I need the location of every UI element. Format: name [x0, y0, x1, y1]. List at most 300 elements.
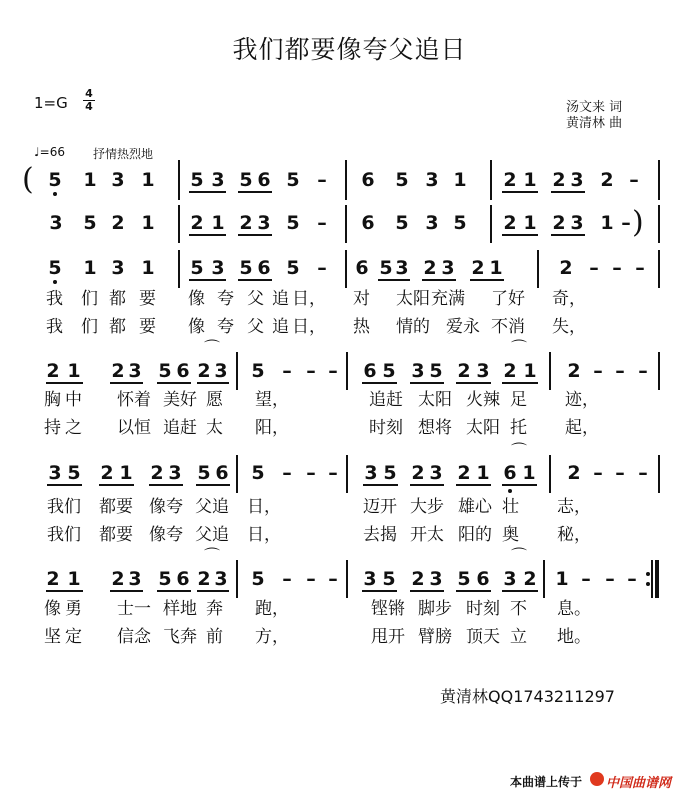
lyric-syllable: 失，: [552, 317, 586, 337]
tie-mark: ⌒: [511, 546, 528, 565]
lyric-syllable: 追赶: [369, 390, 403, 410]
note: 5: [453, 212, 467, 234]
note: 2: [471, 257, 485, 279]
lyric-syllable: 铿锵: [371, 599, 405, 619]
underline-beam: [238, 234, 272, 236]
note: 2: [411, 568, 425, 590]
note: 1: [523, 169, 537, 191]
lyric-syllable: 望，: [255, 390, 289, 410]
barline: [543, 560, 545, 598]
note: 5: [379, 257, 393, 279]
note: –: [593, 360, 603, 382]
underline-beam: [149, 484, 183, 486]
lyric-syllable: 追赶: [163, 418, 197, 438]
underline-beam: [46, 382, 83, 384]
note: –: [328, 568, 338, 590]
lyric-syllable: 雄心: [458, 497, 492, 517]
lyric-syllable: 热: [353, 317, 370, 337]
lyric-syllable: 起，: [565, 418, 599, 438]
underline-beam: [551, 191, 585, 193]
lyric-syllable: 像: [188, 289, 205, 309]
lyric-syllable: 都: [109, 289, 126, 309]
note: 2: [111, 360, 125, 382]
underline-beam: [238, 279, 272, 281]
lyric-syllable: 太阳: [396, 289, 430, 309]
lyric-syllable: 夸: [217, 289, 234, 309]
lyric-syllable: 像夸: [149, 497, 183, 517]
barline: [490, 160, 492, 200]
footer-signature: 黄清林QQ1743211297: [440, 687, 615, 706]
note: 2: [457, 462, 471, 484]
note: –: [282, 360, 292, 382]
note: 2: [567, 462, 581, 484]
lyric-syllable: 我: [46, 289, 63, 309]
note: 5: [251, 568, 265, 590]
key-signature: 1=G: [34, 94, 68, 112]
note: 3: [111, 257, 125, 279]
barline: [178, 205, 180, 243]
lyric-syllable: 信念: [117, 627, 151, 647]
note: 1: [600, 212, 614, 234]
note: –: [317, 257, 327, 279]
underline-beam: [362, 590, 397, 592]
note: 3: [211, 169, 225, 191]
note: 1: [141, 169, 155, 191]
barline: [651, 560, 653, 598]
lyric-syllable: 之: [65, 418, 82, 438]
note: 1: [453, 169, 467, 191]
note: 3: [395, 257, 409, 279]
note: 2: [600, 169, 614, 191]
open-paren: (: [22, 162, 34, 197]
note: 3: [214, 360, 228, 382]
tempo-marking: ♩=66: [34, 145, 65, 159]
lyric-syllable: 士一: [117, 599, 151, 619]
lyric-syllable: 火辣: [466, 390, 500, 410]
composer-credit: 黄清林 曲: [566, 116, 623, 131]
lyric-syllable: 爱永: [446, 317, 480, 337]
note: 6: [361, 212, 375, 234]
lyric-syllable: 要: [139, 317, 156, 337]
note: –: [605, 568, 615, 590]
octave-dot: [508, 489, 512, 493]
note: 2: [190, 212, 204, 234]
underline-beam: [47, 484, 82, 486]
barline: [658, 205, 660, 243]
underline-beam: [470, 279, 504, 281]
barline: [490, 205, 492, 243]
underline-beam: [410, 590, 444, 592]
octave-dot: [646, 582, 650, 586]
lyric-syllable: 都: [109, 317, 126, 337]
lyric-syllable: 日，: [247, 525, 281, 545]
lyric-syllable: 我: [46, 317, 63, 337]
note: 3: [214, 568, 228, 590]
note: 2: [503, 360, 517, 382]
note: 3: [429, 568, 443, 590]
note: 5: [48, 257, 62, 279]
underline-beam: [363, 484, 398, 486]
barline: [549, 352, 551, 390]
lyric-syllable: 中: [65, 390, 82, 410]
lyric-syllable: 秘，: [557, 525, 591, 545]
lyricist-credit: 汤文来 词: [566, 100, 623, 115]
note: 6: [363, 360, 377, 382]
note: 2: [239, 212, 253, 234]
note: 1: [476, 462, 490, 484]
lyric-syllable: 勇: [65, 599, 82, 619]
lyric-syllable: 甩开: [371, 627, 405, 647]
note: 2: [423, 257, 437, 279]
underline-beam: [110, 382, 143, 384]
note: –: [627, 568, 637, 590]
barline: [658, 160, 660, 200]
barline: [346, 352, 348, 390]
lyric-syllable: 定: [65, 627, 82, 647]
note: –: [629, 169, 639, 191]
note: –: [612, 257, 622, 279]
underline-beam: [378, 279, 410, 281]
time-signature-top: 4: [85, 87, 93, 100]
lyric-syllable: 美好: [163, 390, 197, 410]
site-logo: 中国曲谱网: [606, 776, 672, 791]
expression-marking: 抒情热烈地: [93, 147, 154, 161]
note: 1: [523, 212, 537, 234]
underline-beam: [410, 382, 444, 384]
note: 2: [457, 360, 471, 382]
note: 3: [111, 169, 125, 191]
lyric-syllable: 前: [206, 627, 223, 647]
lyric-syllable: 足: [510, 390, 527, 410]
underline-beam: [99, 484, 134, 486]
note: –: [328, 360, 338, 382]
note: 3: [476, 360, 490, 382]
note: 3: [257, 212, 271, 234]
note: 1: [141, 257, 155, 279]
note: 5: [429, 360, 443, 382]
note: 5: [395, 169, 409, 191]
note: –: [328, 462, 338, 484]
lyric-syllable: 不消: [491, 317, 525, 337]
lyric-syllable: 志，: [557, 497, 591, 517]
underline-beam: [551, 234, 585, 236]
note: 6: [503, 462, 517, 484]
close-paren: ): [632, 205, 644, 240]
lyric-syllable: 脚步: [418, 599, 452, 619]
note: –: [615, 360, 625, 382]
lyric-syllable: 样地: [163, 599, 197, 619]
note: 5: [239, 257, 253, 279]
note: 2: [100, 462, 114, 484]
lyric-syllable: 追: [272, 317, 289, 337]
note: 3: [48, 462, 62, 484]
barline: [658, 352, 660, 390]
octave-dot: [53, 192, 57, 196]
note: 5: [382, 568, 396, 590]
note: –: [621, 212, 631, 234]
note: 2: [503, 212, 517, 234]
lyric-syllable: 父追: [195, 497, 229, 517]
note: 1: [83, 169, 97, 191]
barline: [178, 250, 180, 288]
lyric-syllable: 日，: [292, 317, 326, 337]
note: 5: [67, 462, 81, 484]
note: 2: [111, 212, 125, 234]
note: 1: [522, 462, 536, 484]
note: 1: [555, 568, 569, 590]
note: 6: [355, 257, 369, 279]
note: 5: [158, 568, 172, 590]
lyric-syllable: 怀着: [117, 390, 151, 410]
lyric-syllable: 持: [44, 418, 61, 438]
note: 6: [476, 568, 490, 590]
note: 3: [364, 462, 378, 484]
lyric-syllable: 都要: [99, 525, 133, 545]
note: 2: [567, 360, 581, 382]
note: 6: [257, 257, 271, 279]
lyric-syllable: 愿: [206, 390, 223, 410]
lyric-syllable: 大步: [410, 497, 444, 517]
note: 5: [286, 212, 300, 234]
note: 6: [176, 360, 190, 382]
note: 3: [503, 568, 517, 590]
lyric-syllable: 飞奔: [163, 627, 197, 647]
note: 6: [215, 462, 229, 484]
note: 5: [48, 169, 62, 191]
underline-beam: [502, 234, 538, 236]
barline: [345, 250, 347, 288]
underline-beam: [502, 590, 538, 592]
note: –: [589, 257, 599, 279]
underline-beam: [189, 279, 226, 281]
underline-beam: [238, 191, 272, 193]
underline-beam: [502, 382, 538, 384]
lyric-syllable: 们: [81, 289, 98, 309]
tie-mark: ⌒: [511, 338, 528, 357]
note: 1: [67, 568, 81, 590]
lyric-syllable: 地。: [557, 627, 591, 647]
lyric-syllable: 要: [139, 289, 156, 309]
underline-beam: [196, 484, 230, 486]
lyric-syllable: 了好: [491, 289, 525, 309]
note: 5: [251, 462, 265, 484]
underline-beam: [502, 191, 538, 193]
octave-dot: [646, 572, 650, 576]
note: –: [615, 462, 625, 484]
note: 3: [425, 169, 439, 191]
lyric-syllable: 胸: [44, 390, 61, 410]
lyric-syllable: 父: [247, 289, 264, 309]
note: 5: [382, 360, 396, 382]
underline-beam: [110, 590, 143, 592]
underline-beam: [157, 590, 191, 592]
barline: [537, 250, 539, 288]
final-barline: [655, 560, 659, 598]
barline: [346, 560, 348, 598]
lyric-syllable: 奥: [502, 525, 519, 545]
note: –: [306, 462, 316, 484]
lyric-syllable: 迹，: [565, 390, 599, 410]
lyric-syllable: 阳，: [255, 418, 289, 438]
note: 5: [383, 462, 397, 484]
lyric-syllable: 对: [353, 289, 370, 309]
time-signature: [82, 88, 96, 113]
note: 2: [559, 257, 573, 279]
note: 5: [190, 169, 204, 191]
note: 2: [552, 212, 566, 234]
lyric-syllable: 我们: [47, 525, 81, 545]
lyric-syllable: 去揭: [363, 525, 397, 545]
lyric-syllable: 时刻: [369, 418, 403, 438]
note: 5: [286, 169, 300, 191]
lyric-syllable: 太: [206, 418, 223, 438]
note: 5: [158, 360, 172, 382]
note: 1: [67, 360, 81, 382]
lyric-syllable: 们: [81, 317, 98, 337]
note: –: [638, 360, 648, 382]
note: 2: [197, 360, 211, 382]
note: –: [282, 462, 292, 484]
note: –: [635, 257, 645, 279]
note: 3: [411, 360, 425, 382]
underline-beam: [456, 382, 491, 384]
barline: [345, 205, 347, 243]
barline: [658, 455, 660, 493]
lyric-syllable: 日，: [292, 289, 326, 309]
lyric-syllable: 夸: [217, 317, 234, 337]
note: 2: [411, 462, 425, 484]
note: 2: [150, 462, 164, 484]
note: 5: [286, 257, 300, 279]
underline-beam: [46, 590, 83, 592]
note: 3: [128, 360, 142, 382]
barline: [346, 455, 348, 493]
lyric-syllable: 想将: [418, 418, 452, 438]
note: –: [282, 568, 292, 590]
lyric-syllable: 开太: [410, 525, 444, 545]
note: 3: [429, 462, 443, 484]
tie-mark: ⌒: [204, 338, 221, 357]
note: –: [317, 169, 327, 191]
note: 3: [211, 257, 225, 279]
lyric-syllable: 情的: [396, 317, 430, 337]
underline-beam: [456, 590, 491, 592]
note: 3: [168, 462, 182, 484]
tie-mark: ⌒: [511, 441, 528, 460]
lyric-syllable: 父追: [195, 525, 229, 545]
note: 3: [128, 568, 142, 590]
barline: [658, 250, 660, 288]
lyric-syllable: 臂膀: [418, 627, 452, 647]
underline-beam: [422, 279, 456, 281]
lyric-syllable: 坚: [44, 627, 61, 647]
note: 5: [239, 169, 253, 191]
underline-beam: [502, 484, 537, 486]
time-signature-bottom: 4: [85, 100, 93, 113]
underline-beam: [197, 590, 229, 592]
note: 2: [46, 360, 60, 382]
lyric-syllable: 立: [510, 627, 527, 647]
underline-beam: [410, 484, 444, 486]
underline-beam: [189, 191, 226, 193]
lyric-syllable: 以恒: [117, 418, 151, 438]
barline: [178, 160, 180, 200]
site-logo-icon: [590, 772, 604, 786]
lyric-syllable: 方，: [255, 627, 289, 647]
underline-beam: [197, 382, 229, 384]
song-title: 我们都要像夸父追日: [232, 35, 467, 64]
note: 1: [141, 212, 155, 234]
barline: [236, 352, 238, 390]
note: 5: [190, 257, 204, 279]
note: –: [306, 568, 316, 590]
note: 1: [83, 257, 97, 279]
octave-dot: [53, 280, 57, 284]
lyric-syllable: 我们: [47, 497, 81, 517]
note: 2: [46, 568, 60, 590]
note: 3: [441, 257, 455, 279]
lyric-syllable: 跑，: [255, 599, 289, 619]
note: 5: [251, 360, 265, 382]
barline: [236, 455, 238, 493]
lyric-syllable: 都要: [99, 497, 133, 517]
note: –: [593, 462, 603, 484]
note: 2: [523, 568, 537, 590]
lyric-syllable: 壮: [502, 497, 519, 517]
note: 3: [570, 169, 584, 191]
note: 5: [457, 568, 471, 590]
lyric-syllable: 阳的: [458, 525, 492, 545]
barline: [549, 455, 551, 493]
lyric-syllable: 时刻: [466, 599, 500, 619]
upload-note: 本曲谱上传于: [510, 775, 583, 789]
lyric-syllable: 迈开: [363, 497, 397, 517]
note: –: [306, 360, 316, 382]
lyric-syllable: 奔: [206, 599, 223, 619]
note: –: [638, 462, 648, 484]
lyric-syllable: 像: [44, 599, 61, 619]
note: 3: [425, 212, 439, 234]
lyric-syllable: 充满: [431, 289, 465, 309]
lyric-syllable: 像夸: [149, 525, 183, 545]
note: 1: [119, 462, 133, 484]
note: 3: [49, 212, 63, 234]
note: 2: [197, 568, 211, 590]
note: 3: [363, 568, 377, 590]
note: 5: [197, 462, 211, 484]
barline: [236, 560, 238, 598]
barline: [345, 160, 347, 200]
lyric-syllable: 太阳: [466, 418, 500, 438]
note: 2: [111, 568, 125, 590]
lyric-syllable: 像: [188, 317, 205, 337]
lyric-syllable: 不: [510, 599, 527, 619]
lyric-syllable: 息。: [557, 599, 591, 619]
underline-beam: [362, 382, 397, 384]
note: 1: [211, 212, 225, 234]
note: 1: [489, 257, 503, 279]
tie-mark: ⌒: [204, 546, 221, 565]
note: 1: [523, 360, 537, 382]
lyric-syllable: 奇，: [552, 289, 586, 309]
note: 5: [83, 212, 97, 234]
underline-beam: [456, 484, 491, 486]
lyric-syllable: 托: [510, 418, 527, 438]
note: 2: [552, 169, 566, 191]
underline-beam: [189, 234, 226, 236]
lyric-syllable: 父: [247, 317, 264, 337]
lyric-syllable: 太阳: [418, 390, 452, 410]
